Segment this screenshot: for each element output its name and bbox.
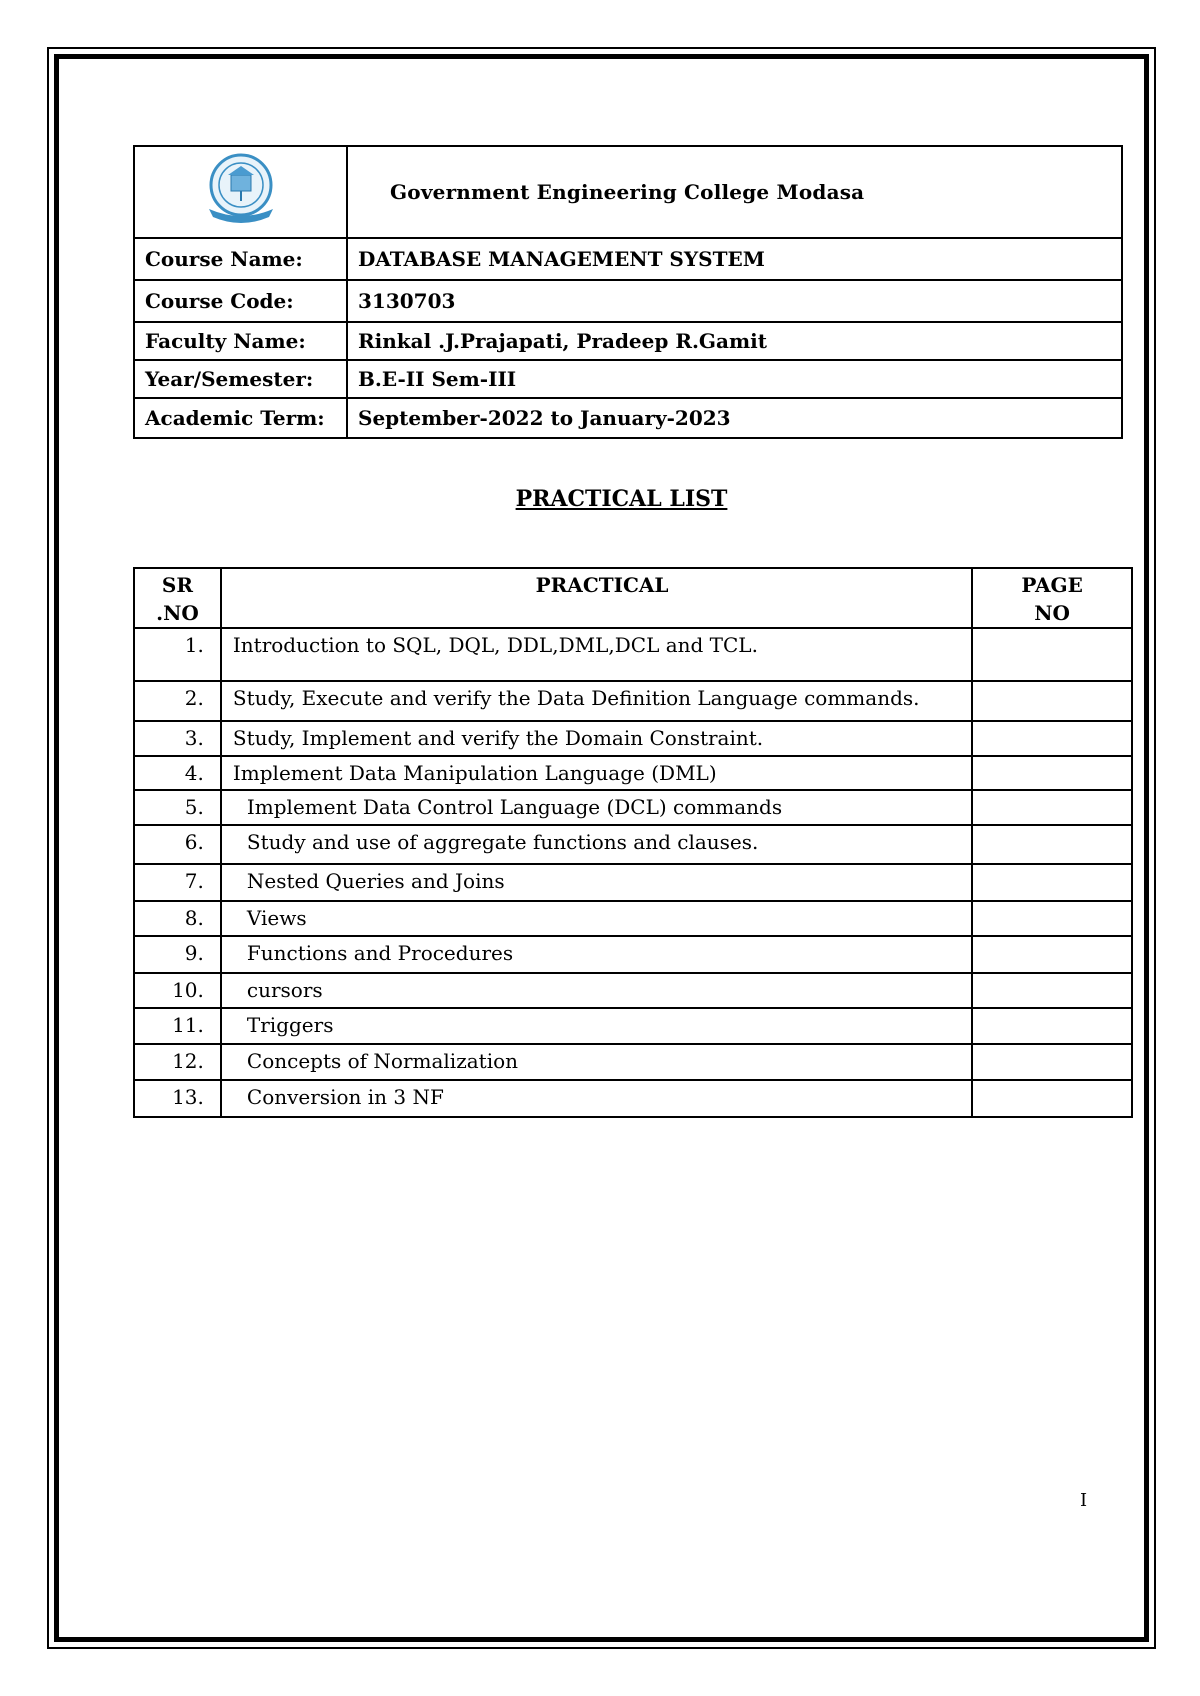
table-row [134,936,1132,973]
course-code-label: Course Code: [134,280,347,322]
table-row [134,721,1132,756]
table-row [134,1008,1132,1044]
sr-no-cell: 11. [134,1008,221,1044]
sr-no-cell: 6. [134,825,221,864]
sr-no-cell: 12. [134,1044,221,1080]
course-info-table [133,145,1123,439]
page-no-cell [972,721,1132,756]
sr-no-cell: 1. [134,628,221,681]
page-no-cell [972,973,1132,1008]
page-no-cell [972,901,1132,936]
page-no-header [972,568,1132,628]
sr-no-cell: 8. [134,901,221,936]
page-no-cell [972,936,1132,973]
practical-cell: cursors [221,973,972,1008]
practical-cell: Nested Queries and Joins [221,864,972,901]
table-row [134,864,1132,901]
table-row [134,825,1132,864]
page-no-cell [972,1044,1132,1080]
page-no-header-line2: NO [1034,601,1070,625]
page-no-cell [972,628,1132,681]
table-row [134,1044,1132,1080]
practical-list-title: PRACTICAL LIST [515,486,728,512]
page-no-cell [972,756,1132,790]
college-name: Government Engineering College Modasa [347,146,1122,238]
practical-cell: Triggers [221,1008,972,1044]
year-semester-value: B.E-II Sem-III [347,360,1122,398]
faculty-name-value: Rinkal .J.Prajapati, Pradeep R.Gamit [347,322,1122,360]
practical-cell: Functions and Procedures [221,936,972,973]
table-row [134,1080,1132,1117]
page-no-cell [972,1008,1132,1044]
table-row [134,681,1132,721]
practical-cell: Concepts of Normalization [221,1044,972,1080]
year-semester-label: Year/Semester: [134,360,347,398]
sr-no-cell: 3. [134,721,221,756]
practical-cell: Introduction to SQL, DQL, DDL,DML,DCL and TCL. [221,628,972,681]
sr-no-header [134,568,221,628]
page-no-cell [972,790,1132,825]
course-code-value: 3130703 [347,280,1122,322]
practical-header: PRACTICAL [221,568,972,628]
practical-cell: Implement Data Control Language (DCL) commands [221,790,972,825]
table-row [134,973,1132,1008]
sr-no-cell: 7. [134,864,221,901]
practical-cell: Conversion in 3 NF [221,1080,972,1117]
college-emblem-logo-icon [195,151,287,229]
table-row [134,901,1132,936]
page-no-header-line1: PAGE [1021,573,1083,597]
practical-list-table [133,567,1133,1118]
faculty-name-label: Faculty Name: [134,322,347,360]
practical-cell: Study and use of aggregate functions and clauses. [221,825,972,864]
table-header-row [134,568,1132,628]
table-row [134,756,1132,790]
course-name-value: DATABASE MANAGEMENT SYSTEM [347,238,1122,280]
sr-no-cell: 5. [134,790,221,825]
practical-cell: Views [221,901,972,936]
academic-term-label: Academic Term: [134,398,347,438]
academic-term-value: September-2022 to January-2023 [347,398,1122,438]
sr-no-cell: 10. [134,973,221,1008]
sr-no-cell: 4. [134,756,221,790]
sr-no-header-line2: .NO [156,601,199,625]
practical-cell: Study, Implement and verify the Domain Constraint. [221,721,972,756]
page-number: I [1080,1490,1088,1511]
practical-cell: Study, Execute and verify the Data Definition Language commands. [221,681,972,721]
page-no-cell [972,825,1132,864]
sr-no-cell: 13. [134,1080,221,1117]
sr-no-cell: 2. [134,681,221,721]
sr-no-cell: 9. [134,936,221,973]
page-no-cell [972,864,1132,901]
course-name-label: Course Name: [134,238,347,280]
table-row [134,628,1132,681]
page-no-cell [972,681,1132,721]
logo-cell [134,146,347,238]
practical-cell: Implement Data Manipulation Language (DML) [221,756,972,790]
table-row [134,790,1132,825]
sr-no-header-line1: SR [161,573,193,597]
page-no-cell [972,1080,1132,1117]
